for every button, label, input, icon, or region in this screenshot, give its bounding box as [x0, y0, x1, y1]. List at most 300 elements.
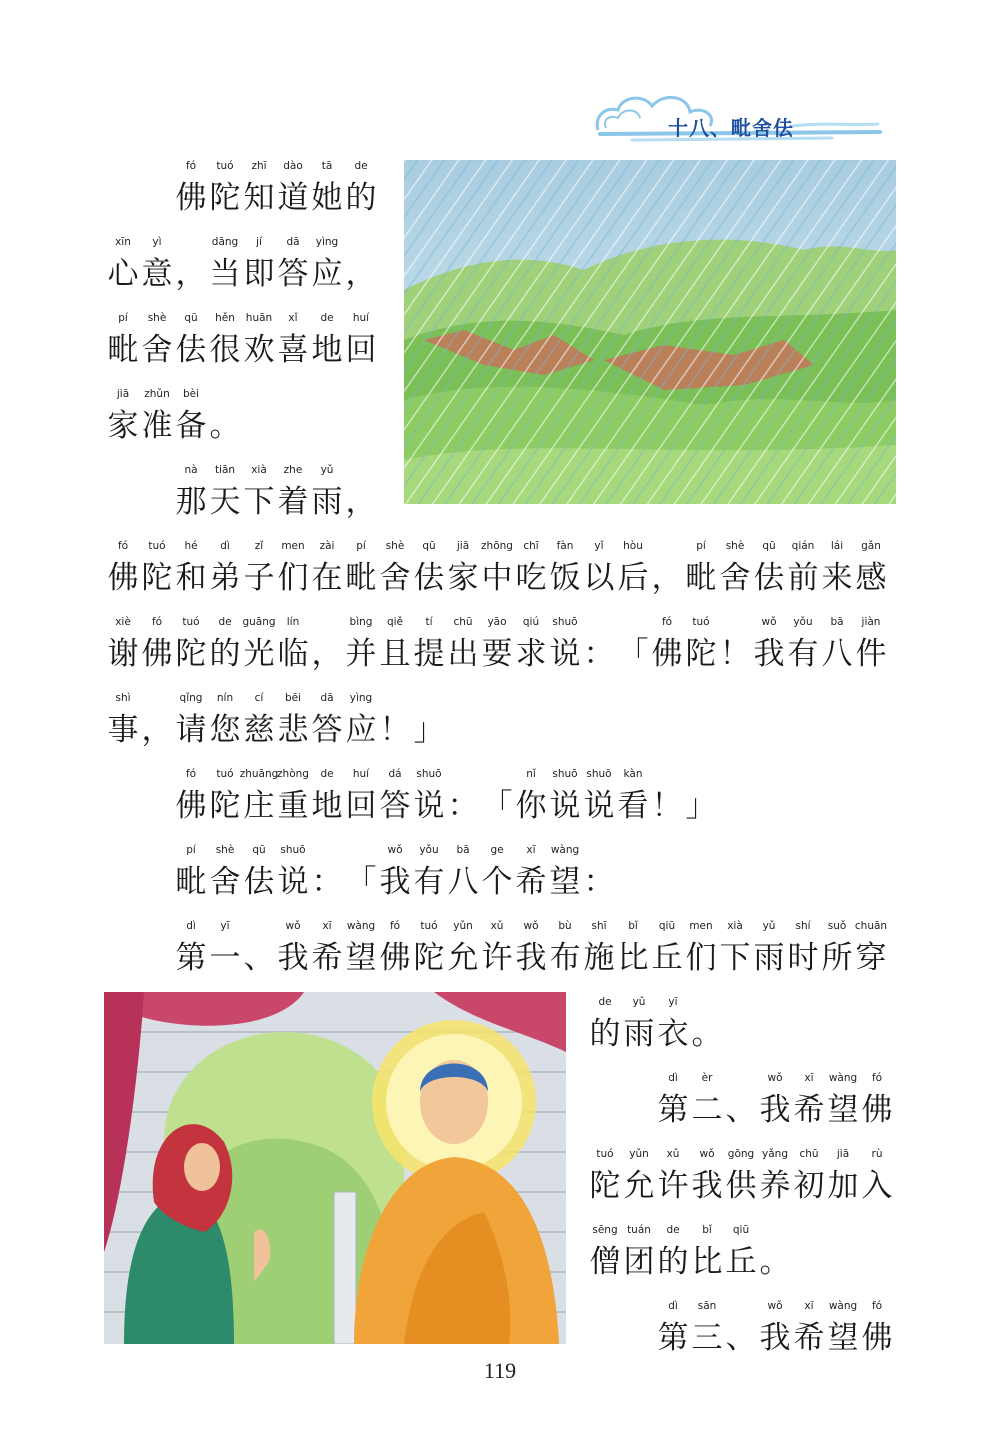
- hanzi: 、: [725, 1092, 757, 1128]
- hanzi: 心: [107, 256, 139, 292]
- pinyin: chuān: [854, 920, 888, 932]
- hanzi: 许: [657, 1168, 689, 1204]
- hanzi: 后: [617, 560, 649, 596]
- hanzi: 的: [589, 1016, 621, 1052]
- text-line: [174, 844, 616, 908]
- hanzi: 允: [623, 1168, 655, 1204]
- pinyin: shè: [215, 844, 235, 856]
- pinyin: shuō: [552, 768, 578, 780]
- hanzi: 望: [549, 864, 581, 900]
- pinyin: wǒ: [761, 616, 777, 628]
- pinyin: tuó: [148, 540, 166, 552]
- hanzi: 的: [209, 636, 241, 672]
- text-line: [106, 540, 888, 604]
- ruby-char: [344, 692, 378, 754]
- pinyin: jí: [256, 236, 262, 248]
- hanzi: 、: [243, 940, 275, 976]
- hanzi: 来: [821, 560, 853, 596]
- hanzi: 件: [855, 636, 887, 672]
- pinyin: lín: [286, 616, 300, 628]
- hanzi: 欢: [243, 332, 275, 368]
- pinyin: nǐ: [526, 768, 536, 780]
- pinyin: xiè: [115, 616, 131, 628]
- pinyin: shè: [725, 540, 745, 552]
- hanzi: ：: [583, 636, 615, 672]
- hanzi: 着: [277, 484, 309, 520]
- pinyin: bù: [558, 920, 572, 932]
- hanzi: 布: [549, 940, 581, 976]
- hanzi: 家: [447, 560, 479, 596]
- hanzi: 我: [759, 1320, 791, 1356]
- hanzi: 我: [515, 940, 547, 976]
- text-line: [106, 616, 888, 680]
- pinyin: de: [320, 768, 334, 780]
- hanzi: ！: [651, 788, 683, 824]
- pinyin: zhe: [283, 464, 303, 476]
- hanzi: 意: [141, 256, 173, 292]
- ruby-char: [344, 312, 378, 374]
- hanzi: 「: [617, 636, 649, 672]
- pinyin: jiā: [456, 540, 470, 552]
- hanzi: 佛: [861, 1092, 893, 1128]
- ruby-char: [174, 388, 208, 450]
- hanzi: 舍: [141, 332, 173, 368]
- pinyin: fó: [661, 616, 673, 628]
- ruby-char: [616, 768, 650, 830]
- hanzi: 们: [685, 940, 717, 976]
- pinyin: yǒu: [793, 616, 813, 628]
- pinyin: yǐ: [594, 540, 604, 552]
- hanzi: 陀: [589, 1168, 621, 1204]
- hanzi: 出: [447, 636, 479, 672]
- pinyin: tuán: [627, 1224, 651, 1236]
- ruby-char: [412, 768, 446, 830]
- pinyin: wàng: [346, 920, 376, 932]
- text-line: [588, 1224, 792, 1288]
- hanzi: 中: [481, 560, 513, 596]
- hanzi: 求: [515, 636, 547, 672]
- pinyin: qiú: [522, 616, 540, 628]
- ruby-char: [860, 1072, 894, 1134]
- hanzi: 并: [345, 636, 377, 672]
- pinyin: qū: [762, 540, 776, 552]
- hanzi: ，: [311, 636, 343, 672]
- pinyin: yìng: [349, 692, 373, 704]
- hanzi: 。: [209, 408, 241, 444]
- pinyin: qū: [422, 540, 436, 552]
- pinyin: qū: [252, 844, 266, 856]
- pinyin: qū: [184, 312, 198, 324]
- pinyin: bā: [456, 844, 470, 856]
- hanzi: 许: [481, 940, 513, 976]
- pinyin: wǒ: [387, 844, 403, 856]
- pinyin: yì: [152, 236, 162, 248]
- hanzi: 八: [821, 636, 853, 672]
- pinyin: dāng: [211, 236, 239, 248]
- text-line: [106, 692, 446, 756]
- hanzi: 陀: [141, 560, 173, 596]
- ruby-char: [690, 1072, 724, 1134]
- pinyin: men: [281, 540, 305, 552]
- pinyin: tí: [425, 616, 433, 628]
- pinyin: jiàn: [861, 616, 881, 628]
- hanzi: 希: [515, 864, 547, 900]
- page-number: 119: [483, 1358, 517, 1383]
- hanzi: 我: [759, 1092, 791, 1128]
- text-line: [174, 768, 718, 832]
- hanzi: 二: [691, 1092, 723, 1128]
- pinyin: fó: [871, 1300, 883, 1312]
- ruby-char: [656, 996, 690, 1058]
- pinyin: hòu: [623, 540, 643, 552]
- pinyin: shuō: [586, 768, 612, 780]
- pinyin: wàng: [550, 844, 580, 856]
- hanzi: 第: [657, 1092, 689, 1128]
- hanzi: 望: [827, 1320, 859, 1356]
- hanzi: 佛: [861, 1320, 893, 1356]
- hanzi: ：: [447, 788, 479, 824]
- hanzi: 八: [447, 864, 479, 900]
- pinyin: pí: [356, 540, 366, 552]
- ruby-char: [854, 616, 888, 678]
- text-line: [174, 464, 378, 528]
- hanzi: 应: [311, 256, 343, 292]
- ruby-char: [208, 920, 242, 982]
- ruby-char: [208, 388, 242, 450]
- pinyin: yǎng: [762, 1148, 788, 1160]
- hanzi: 回: [345, 332, 377, 368]
- hanzi: 下: [243, 484, 275, 520]
- pinyin: gōng: [727, 1148, 755, 1160]
- hanzi: 佉: [243, 864, 275, 900]
- hanzi: 时: [787, 940, 819, 976]
- ruby-char: [344, 464, 378, 526]
- hanzi: 陀: [685, 636, 717, 672]
- hanzi: ！: [719, 636, 751, 672]
- pinyin: jiā: [836, 1148, 850, 1160]
- pinyin: xià: [251, 464, 267, 476]
- text-line: [106, 236, 378, 300]
- pinyin: tuó: [596, 1148, 614, 1160]
- pinyin: zhòng: [277, 768, 309, 780]
- hanzi: ，: [345, 484, 377, 520]
- rain-landscape-illustration: [404, 160, 896, 504]
- hanzi: 前: [787, 560, 819, 596]
- hanzi: 舍: [719, 560, 751, 596]
- pinyin: lái: [830, 540, 844, 552]
- hanzi: ！: [379, 712, 411, 748]
- hanzi: 很: [209, 332, 241, 368]
- hanzi: 您: [209, 712, 241, 748]
- pinyin: bēi: [284, 692, 302, 704]
- pinyin: zǐ: [254, 540, 264, 552]
- hanzi: 佛: [651, 636, 683, 672]
- hanzi: 看: [617, 788, 649, 824]
- hanzi: 」: [413, 712, 445, 748]
- hanzi: 感: [855, 560, 887, 596]
- pinyin: pí: [118, 312, 128, 324]
- pinyin: wàng: [828, 1300, 858, 1312]
- hanzi: 答: [379, 788, 411, 824]
- hanzi: 」: [685, 788, 717, 824]
- pinyin: yǒu: [419, 844, 439, 856]
- pinyin: dā: [286, 236, 300, 248]
- pinyin: fó: [185, 768, 197, 780]
- pinyin: fàn: [556, 540, 574, 552]
- pinyin: ge: [490, 844, 504, 856]
- hanzi: 饭: [549, 560, 581, 596]
- hanzi: 子: [243, 560, 275, 596]
- pinyin: fó: [389, 920, 401, 932]
- hanzi: 事: [107, 712, 139, 748]
- pinyin: yìng: [315, 236, 339, 248]
- hanzi: 地: [311, 788, 343, 824]
- hanzi: 那: [175, 484, 207, 520]
- hanzi: 我: [277, 940, 309, 976]
- pinyin: dì: [668, 1300, 678, 1312]
- pinyin: sēng: [592, 1224, 618, 1236]
- hanzi: 她: [311, 180, 343, 216]
- ruby-char: [684, 616, 718, 678]
- pinyin: chū: [453, 616, 473, 628]
- ruby-char: [276, 616, 310, 678]
- ruby-char: [616, 540, 650, 602]
- hanzi: 加: [827, 1168, 859, 1204]
- hanzi: 个: [481, 864, 513, 900]
- pinyin: wàng: [828, 1072, 858, 1084]
- ruby-char: [140, 236, 174, 298]
- hanzi: 入: [861, 1168, 893, 1204]
- pinyin: de: [598, 996, 612, 1008]
- ruby-char: [548, 616, 582, 678]
- pinyin: sān: [697, 1300, 717, 1312]
- hanzi: 希: [793, 1320, 825, 1356]
- pinyin: yǔ: [320, 464, 334, 476]
- hanzi: 舍: [379, 560, 411, 596]
- hanzi: 陀: [209, 788, 241, 824]
- ruby-char: [758, 1224, 792, 1286]
- hanzi: 雨: [623, 1016, 655, 1052]
- pinyin: guāng: [242, 616, 276, 628]
- pinyin: tuó: [216, 160, 234, 172]
- pinyin: fó: [151, 616, 163, 628]
- pinyin: xī: [322, 920, 332, 932]
- ruby-char: [684, 768, 718, 830]
- pinyin: bìng: [349, 616, 373, 628]
- ruby-char: [860, 1148, 894, 1210]
- hanzi: 我: [691, 1168, 723, 1204]
- pinyin: de: [320, 312, 334, 324]
- hanzi: 准: [141, 408, 173, 444]
- ruby-char: [860, 1300, 894, 1362]
- hanzi: 第: [657, 1320, 689, 1356]
- text-line: [656, 1072, 894, 1136]
- hanzi: 一: [209, 940, 241, 976]
- ruby-char: [548, 844, 582, 906]
- ruby-char: [854, 540, 888, 602]
- hanzi: 第: [175, 940, 207, 976]
- text-line: [588, 996, 724, 1060]
- pinyin: suǒ: [827, 920, 847, 932]
- hanzi: 喜: [277, 332, 309, 368]
- hanzi: 应: [345, 712, 377, 748]
- pinyin: cí: [254, 692, 264, 704]
- hanzi: 说: [277, 864, 309, 900]
- hanzi: 「: [345, 864, 377, 900]
- hanzi: 和: [175, 560, 207, 596]
- pinyin: xǔ: [490, 920, 504, 932]
- hanzi: 们: [277, 560, 309, 596]
- pinyin: de: [218, 616, 232, 628]
- pinyin: xī: [804, 1300, 814, 1312]
- text-line: [588, 1148, 894, 1212]
- pinyin: wǒ: [767, 1072, 783, 1084]
- hanzi: 当: [209, 256, 241, 292]
- hanzi: 回: [345, 788, 377, 824]
- ruby-char: [854, 920, 888, 982]
- hanzi: 陀: [209, 180, 241, 216]
- hanzi: 陀: [413, 940, 445, 976]
- pinyin: hé: [184, 540, 198, 552]
- pinyin: shè: [147, 312, 167, 324]
- pinyin: xǔ: [666, 1148, 680, 1160]
- hanzi: 且: [379, 636, 411, 672]
- hanzi: 佛: [175, 180, 207, 216]
- pinyin: dì: [186, 920, 196, 932]
- pinyin: wǒ: [285, 920, 301, 932]
- hanzi: 舍: [209, 864, 241, 900]
- hanzi: 毗: [685, 560, 717, 596]
- pinyin: dá: [388, 768, 402, 780]
- ruby-char: [582, 616, 616, 678]
- ruby-char: [378, 692, 412, 754]
- pinyin: qián: [791, 540, 815, 552]
- pinyin: zhōng: [481, 540, 513, 552]
- pinyin: de: [666, 1224, 680, 1236]
- pinyin: pí: [696, 540, 706, 552]
- pinyin: shī: [591, 920, 607, 932]
- pinyin: èr: [701, 1072, 713, 1084]
- hanzi: 请: [175, 712, 207, 748]
- hanzi: 悲: [277, 712, 309, 748]
- hanzi: 有: [413, 864, 445, 900]
- hanzi: 知: [243, 180, 275, 216]
- hanzi: 允: [447, 940, 479, 976]
- hanzi: 比: [691, 1244, 723, 1280]
- text-line: [174, 920, 888, 984]
- hanzi: ，: [345, 256, 377, 292]
- hanzi: 团: [623, 1244, 655, 1280]
- hanzi: 的: [657, 1244, 689, 1280]
- ruby-char: [310, 844, 344, 906]
- pinyin: yī: [668, 996, 678, 1008]
- hanzi: 说: [549, 636, 581, 672]
- chapter-title: 十八、毗舍佉: [668, 116, 794, 140]
- pinyin: xīn: [115, 236, 131, 248]
- pinyin: dì: [668, 1072, 678, 1084]
- pinyin: tiān: [214, 464, 236, 476]
- pinyin: fó: [871, 1072, 883, 1084]
- hanzi: 的: [345, 180, 377, 216]
- ruby-char: [650, 768, 684, 830]
- hanzi: 说: [413, 788, 445, 824]
- ruby-char: [690, 1300, 724, 1362]
- chapter-header: [592, 88, 882, 148]
- hanzi: 以: [583, 560, 615, 596]
- hanzi: 光: [243, 636, 275, 672]
- buddha-and-visakha-illustration: [104, 992, 566, 1344]
- pinyin: wǒ: [523, 920, 539, 932]
- pinyin: nín: [216, 692, 234, 704]
- pinyin: bǐ: [702, 1224, 712, 1236]
- hanzi: ，: [651, 560, 683, 596]
- pinyin: xī: [804, 1072, 814, 1084]
- hanzi: 佛: [107, 560, 139, 596]
- hanzi: 。: [759, 1244, 791, 1280]
- pinyin: hěn: [215, 312, 235, 324]
- ruby-char: [276, 844, 310, 906]
- hanzi: 望: [827, 1092, 859, 1128]
- pinyin: yǔn: [453, 920, 473, 932]
- pinyin: shuō: [280, 844, 306, 856]
- hanzi: 比: [617, 940, 649, 976]
- hanzi: 衣: [657, 1016, 689, 1052]
- pinyin: yǔn: [629, 1148, 649, 1160]
- hanzi: 佉: [175, 332, 207, 368]
- hanzi: 佛: [379, 940, 411, 976]
- pinyin: yǔ: [762, 920, 776, 932]
- pinyin: tuó: [216, 768, 234, 780]
- text-line: [106, 312, 378, 376]
- hanzi: ：: [583, 864, 615, 900]
- hanzi: 在: [311, 560, 343, 596]
- pinyin: nà: [184, 464, 198, 476]
- pinyin: yāo: [487, 616, 507, 628]
- pinyin: dào: [283, 160, 303, 172]
- hanzi: 弟: [209, 560, 241, 596]
- hanzi: 初: [793, 1168, 825, 1204]
- hanzi: 提: [413, 636, 445, 672]
- pinyin: kàn: [623, 768, 643, 780]
- hanzi: 佉: [753, 560, 785, 596]
- hanzi: 吃: [515, 560, 547, 596]
- hanzi: 毗: [345, 560, 377, 596]
- pinyin: pí: [186, 844, 196, 856]
- hanzi: 要: [481, 636, 513, 672]
- hanzi: 下: [719, 940, 751, 976]
- hanzi: ，: [175, 256, 207, 292]
- hanzi: 望: [345, 940, 377, 976]
- ruby-char: [344, 236, 378, 298]
- pinyin: chū: [799, 1148, 819, 1160]
- hanzi: 雨: [753, 940, 785, 976]
- hanzi: 三: [691, 1320, 723, 1356]
- hanzi: 养: [759, 1168, 791, 1204]
- pinyin: dā: [320, 692, 334, 704]
- pinyin: gǎn: [861, 540, 881, 552]
- pinyin: huí: [352, 768, 370, 780]
- hanzi: 道: [277, 180, 309, 216]
- hanzi: ：: [311, 864, 343, 900]
- pinyin: rù: [871, 1148, 883, 1160]
- hanzi: 即: [243, 256, 275, 292]
- pinyin: bā: [830, 616, 844, 628]
- hanzi: 备: [175, 408, 207, 444]
- hanzi: ，: [141, 712, 173, 748]
- text-line: [106, 388, 242, 452]
- hanzi: 地: [311, 332, 343, 368]
- pinyin: tuó: [692, 616, 710, 628]
